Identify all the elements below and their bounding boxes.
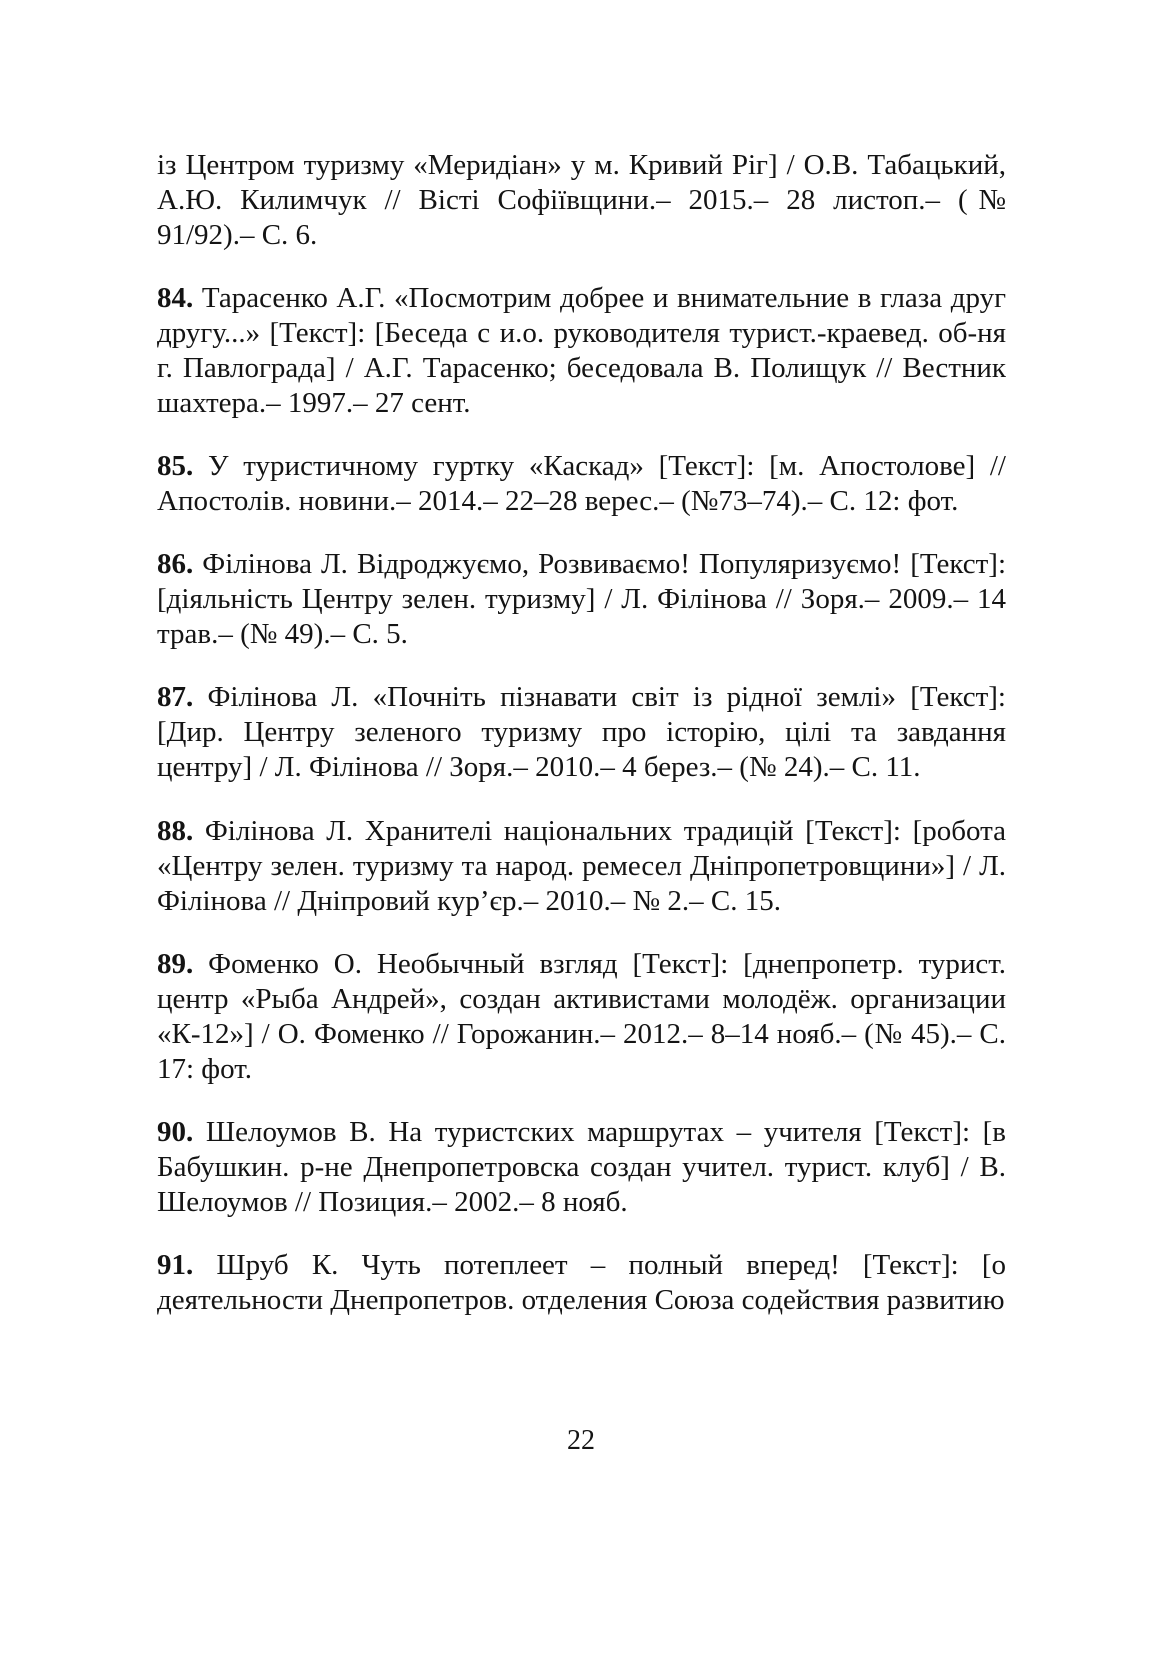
bibliography-entry-89 bbox=[157, 947, 1006, 1087]
entry-number: 90. bbox=[157, 1116, 194, 1148]
entry-number: 87. bbox=[157, 681, 194, 713]
entry-number: 84. bbox=[157, 282, 194, 314]
entry-text: Філінова Л. Відроджуємо, Розвиваємо! Популяризуємо! [Текст]: [діяльність Центру зелен. туризму] / Л. Філінова // Зоря.– 2009.– 14 трав.– (№ 49).– С. 5. bbox=[157, 548, 1006, 650]
bibliography-entry-88 bbox=[157, 814, 1006, 919]
bibliography-entry-91 bbox=[157, 1248, 1006, 1318]
bibliography-entry-84 bbox=[157, 281, 1006, 421]
bibliography-entry-85 bbox=[157, 449, 1006, 519]
bibliography-entry-86 bbox=[157, 547, 1006, 652]
entry-number: 86. bbox=[157, 548, 194, 580]
entry-text: Філінова Л. Хранителі національних традицій [Текст]: [робота «Центру зелен. туризму та народ. ремесел Дніпропетровщини»] / Л. Філінова // Дніпровий кур’єр.– 2010.– № 2.– С. 15. bbox=[157, 815, 1006, 917]
entry-text: Філінова Л. «Почніть пізнавати світ із рідної землі» [Текст]: [Дир. Центру зеленого туризму про історію, цілі та завдання центру] / Л. Філінова // Зоря.– 2010.– 4 берез.– (№ 24).– С. 11. bbox=[157, 681, 1006, 783]
entry-text: Тарасенко А.Г. «Посмотрим добрее и внимательние в глаза друг другу...» [Текст]: [Беседа с и.о. руководителя турист.-краевед. об-ня г. Павлограда] / А.Г. Тарасенко; беседовала В. Полищук // Вестник шахтера.– 1997.– 27 сент. bbox=[157, 282, 1006, 419]
entry-text: У туристичному гуртку «Каскад» [Текст]: [м. Апостолове] // Апостолів. новини.– 2014.– 22–28 верес.– (№73–74).– С. 12: фот. bbox=[157, 450, 1006, 517]
entry-number: 89. bbox=[157, 948, 194, 980]
bibliography-entry-90 bbox=[157, 1115, 1006, 1220]
entry-number: 88. bbox=[157, 815, 194, 847]
entry-text: Шруб К. Чуть потеплеет – полный вперед! [Текст]: [о деятельности Днепропетров. отделения Союза содействия развитию bbox=[157, 1249, 1006, 1316]
entry-text: Фоменко О. Необычный взгляд [Текст]: [днепропетр. турист. центр «Рыба Андрей», создан активистами молодёж. организации «К-12»] / О. Фоменко // Горожанин.– 2012.– 8–14 нояб.– (№ 45).– С. 17: фот. bbox=[157, 948, 1006, 1085]
continuation-paragraph: із Центром туризму «Меридіан» у м. Кривий Ріг] / О.В. Табацький, А.Ю. Килимчук // Вісті Софіївщини.– 2015.– 28 листоп.– (№ 91/92).– С. 6. bbox=[157, 149, 1006, 251]
entry-number: 91. bbox=[157, 1249, 194, 1281]
entry-text: Шелоумов В. На туристских маршрутах – учителя [Текст]: [в Бабушкин. р-не Днепропетровска создан учител. турист. клуб] / В. Шелоумов // Позиция.– 2002.– 8 нояб. bbox=[157, 1116, 1006, 1218]
page-number: 22 bbox=[567, 1425, 595, 1456]
entry-number: 85. bbox=[157, 450, 194, 482]
bibliography-entry-87 bbox=[157, 680, 1006, 785]
